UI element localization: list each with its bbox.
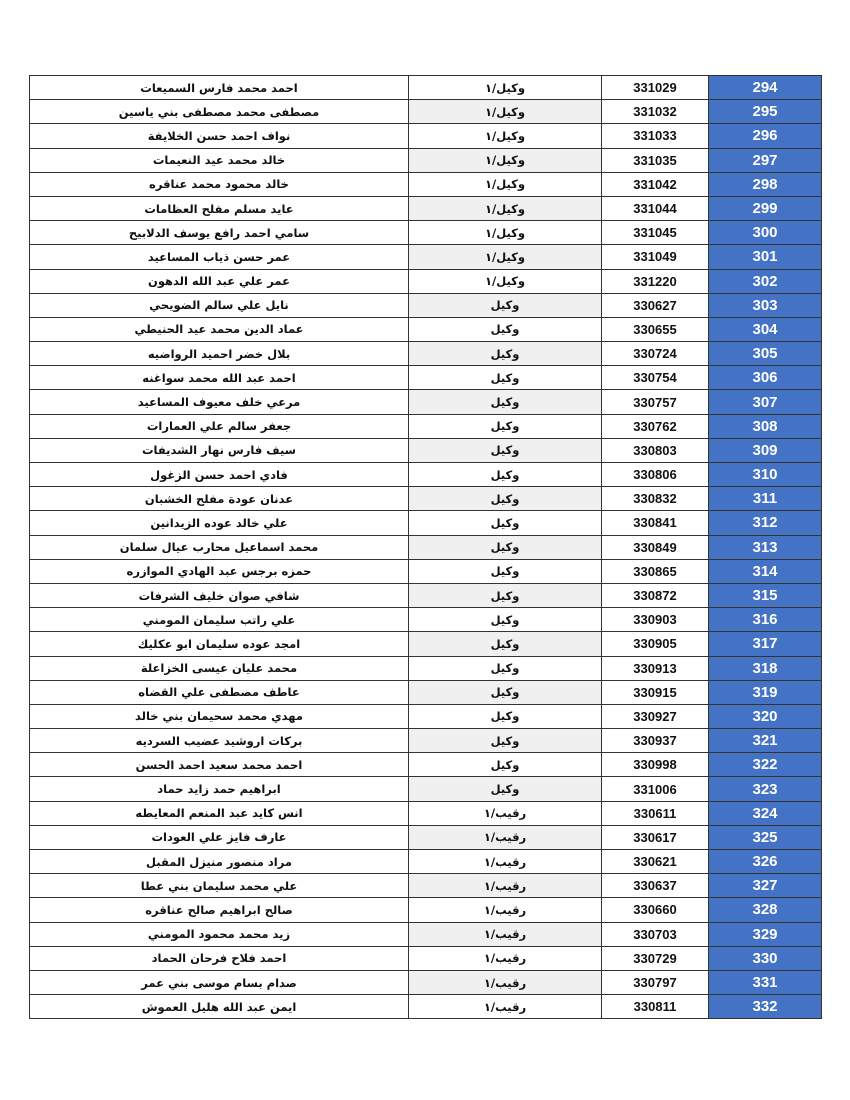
rank-cell: وكيل: [409, 390, 602, 414]
serial-number-cell: 323: [709, 777, 822, 801]
serial-number-cell: 329: [709, 922, 822, 946]
table-row: [30, 608, 822, 632]
name-cell: احمد محمد سعيد احمد الحسن: [30, 753, 409, 777]
rank-cell: وكيل/١: [409, 124, 602, 148]
id-cell: 330806: [602, 463, 709, 487]
serial-number-cell: 305: [709, 342, 822, 366]
serial-number-cell: 332: [709, 995, 822, 1019]
table-row: [30, 995, 822, 1019]
table-row: [30, 196, 822, 220]
serial-number-cell: 295: [709, 100, 822, 124]
id-cell: 330655: [602, 317, 709, 341]
table-row: [30, 874, 822, 898]
serial-number-cell: 297: [709, 148, 822, 172]
rank-cell: وكيل: [409, 438, 602, 462]
rank-cell: وكيل: [409, 487, 602, 511]
id-cell: 331220: [602, 269, 709, 293]
name-cell: شافي صوان خليف الشرفات: [30, 583, 409, 607]
name-cell: ابراهيم حمد زايد حماد: [30, 777, 409, 801]
name-cell: احمد عبد الله محمد سواغنه: [30, 366, 409, 390]
serial-number-cell: 302: [709, 269, 822, 293]
name-cell: مراد منصور منيزل المقبل: [30, 850, 409, 874]
table-row: [30, 970, 822, 994]
serial-number-cell: 330: [709, 946, 822, 970]
table-row: [30, 317, 822, 341]
serial-number-cell: 327: [709, 874, 822, 898]
name-cell: مرعي خلف معيوف المساعيد: [30, 390, 409, 414]
id-cell: 330865: [602, 559, 709, 583]
id-cell: 330903: [602, 608, 709, 632]
rank-cell: وكيل: [409, 608, 602, 632]
rank-cell: وكيل: [409, 342, 602, 366]
id-cell: 330754: [602, 366, 709, 390]
serial-number-cell: 310: [709, 463, 822, 487]
id-cell: 331035: [602, 148, 709, 172]
id-cell: 330729: [602, 946, 709, 970]
rank-cell: وكيل: [409, 632, 602, 656]
name-cell: حمزه برجس عبد الهادي الموازره: [30, 559, 409, 583]
serial-number-cell: 312: [709, 511, 822, 535]
id-cell: 331032: [602, 100, 709, 124]
table-row: [30, 342, 822, 366]
table-row: [30, 245, 822, 269]
name-cell: احمد فلاح فرحان الحماد: [30, 946, 409, 970]
rank-cell: رقيب/١: [409, 898, 602, 922]
serial-number-cell: 300: [709, 221, 822, 245]
name-cell: سيف فارس نهار الشديفات: [30, 438, 409, 462]
name-cell: مهدي محمد سحيمان بني خالد: [30, 704, 409, 728]
id-cell: 330998: [602, 753, 709, 777]
table-row: [30, 148, 822, 172]
rank-cell: رقيب/١: [409, 946, 602, 970]
id-cell: 330724: [602, 342, 709, 366]
id-cell: 331049: [602, 245, 709, 269]
id-cell: 330803: [602, 438, 709, 462]
name-cell: مصطفى محمد مصطفى بني ياسين: [30, 100, 409, 124]
serial-number-cell: 316: [709, 608, 822, 632]
serial-number-cell: 296: [709, 124, 822, 148]
rank-cell: وكيل/١: [409, 148, 602, 172]
rank-cell: وكيل: [409, 366, 602, 390]
name-cell: زيد محمد محمود المومني: [30, 922, 409, 946]
name-cell: امجد عوده سليمان ابو عكليك: [30, 632, 409, 656]
serial-number-cell: 304: [709, 317, 822, 341]
table-row: [30, 390, 822, 414]
table-row: [30, 922, 822, 946]
table-row: [30, 632, 822, 656]
table-row: [30, 680, 822, 704]
id-cell: 330637: [602, 874, 709, 898]
id-cell: 331029: [602, 76, 709, 100]
serial-number-cell: 328: [709, 898, 822, 922]
serial-number-cell: 307: [709, 390, 822, 414]
rank-cell: وكيل: [409, 777, 602, 801]
name-cell: علي راتب سليمان المومني: [30, 608, 409, 632]
name-cell: نايل علي سالم الضويحي: [30, 293, 409, 317]
name-cell: جعفر سالم علي العمارات: [30, 414, 409, 438]
id-cell: 331044: [602, 196, 709, 220]
table-row: [30, 898, 822, 922]
rank-cell: رقيب/١: [409, 970, 602, 994]
name-cell: صدام بسام موسى بني عمر: [30, 970, 409, 994]
id-cell: 330617: [602, 825, 709, 849]
table-row: [30, 704, 822, 728]
rank-cell: وكيل: [409, 317, 602, 341]
name-cell: علي خالد عوده الزيدانين: [30, 511, 409, 535]
serial-number-cell: 309: [709, 438, 822, 462]
name-cell: عايد مسلم مفلح العظامات: [30, 196, 409, 220]
serial-number-cell: 319: [709, 680, 822, 704]
serial-number-cell: 294: [709, 76, 822, 100]
id-cell: 330811: [602, 995, 709, 1019]
name-cell: محمد عليان عيسى الخزاعلة: [30, 656, 409, 680]
name-cell: انس كايد عبد المنعم المعايطه: [30, 801, 409, 825]
table-row: [30, 100, 822, 124]
id-cell: 331006: [602, 777, 709, 801]
id-cell: 331033: [602, 124, 709, 148]
serial-number-cell: 326: [709, 850, 822, 874]
serial-number-cell: 311: [709, 487, 822, 511]
rank-cell: وكيل/١: [409, 100, 602, 124]
name-cell: علي محمد سليمان بني عطا: [30, 874, 409, 898]
serial-number-cell: 313: [709, 535, 822, 559]
name-cell: محمد اسماعيل محارب عيال سلمان: [30, 535, 409, 559]
rank-cell: وكيل/١: [409, 196, 602, 220]
table-row: [30, 221, 822, 245]
id-cell: 330832: [602, 487, 709, 511]
table-row: [30, 269, 822, 293]
serial-number-cell: 317: [709, 632, 822, 656]
rank-cell: وكيل: [409, 293, 602, 317]
table-row: [30, 293, 822, 317]
rank-cell: وكيل/١: [409, 221, 602, 245]
rank-cell: وكيل: [409, 753, 602, 777]
rank-cell: وكيل: [409, 729, 602, 753]
serial-number-cell: 315: [709, 583, 822, 607]
serial-number-cell: 314: [709, 559, 822, 583]
id-cell: 330913: [602, 656, 709, 680]
serial-number-cell: 322: [709, 753, 822, 777]
table-row: [30, 487, 822, 511]
name-cell: صالح ابراهيم صالح عناقره: [30, 898, 409, 922]
rank-cell: وكيل: [409, 704, 602, 728]
rank-cell: وكيل: [409, 583, 602, 607]
rank-cell: وكيل/١: [409, 172, 602, 196]
name-cell: عمر حسن ذياب المساعيد: [30, 245, 409, 269]
name-cell: عدنان عودة مفلح الخشبان: [30, 487, 409, 511]
serial-number-cell: 308: [709, 414, 822, 438]
rank-cell: رقيب/١: [409, 995, 602, 1019]
rank-cell: وكيل: [409, 656, 602, 680]
name-cell: عمر علي عبد الله الدهون: [30, 269, 409, 293]
rank-cell: رقيب/١: [409, 874, 602, 898]
table-row: [30, 559, 822, 583]
rank-cell: رقيب/١: [409, 850, 602, 874]
id-cell: 330915: [602, 680, 709, 704]
serial-number-cell: 306: [709, 366, 822, 390]
table-row: [30, 463, 822, 487]
id-cell: 330703: [602, 922, 709, 946]
table-row: [30, 656, 822, 680]
rank-cell: وكيل: [409, 414, 602, 438]
id-cell: 330660: [602, 898, 709, 922]
id-cell: 331042: [602, 172, 709, 196]
name-cell: عارف فايز علي العودات: [30, 825, 409, 849]
rank-cell: وكيل: [409, 511, 602, 535]
id-cell: 330762: [602, 414, 709, 438]
serial-number-cell: 320: [709, 704, 822, 728]
rank-cell: رقيب/١: [409, 825, 602, 849]
serial-number-cell: 299: [709, 196, 822, 220]
id-cell: 330905: [602, 632, 709, 656]
id-cell: 330621: [602, 850, 709, 874]
table-row: [30, 729, 822, 753]
name-cell: بركات اروشيد عضيب السرديه: [30, 729, 409, 753]
rank-cell: رقيب/١: [409, 801, 602, 825]
rank-cell: وكيل/١: [409, 76, 602, 100]
table-row: [30, 366, 822, 390]
serial-number-cell: 303: [709, 293, 822, 317]
id-cell: 331045: [602, 221, 709, 245]
name-cell: ايمن عبد الله هليل العموش: [30, 995, 409, 1019]
table-row: [30, 946, 822, 970]
serial-number-cell: 298: [709, 172, 822, 196]
table-row: [30, 801, 822, 825]
table-row: [30, 124, 822, 148]
name-cell: خالد محمد عيد النعيمات: [30, 148, 409, 172]
table-row: [30, 76, 822, 100]
name-cell: خالد محمود محمد عناقره: [30, 172, 409, 196]
rank-cell: وكيل: [409, 535, 602, 559]
table-row: [30, 753, 822, 777]
rank-cell: وكيل: [409, 463, 602, 487]
table-row: [30, 535, 822, 559]
name-cell: نواف احمد حسن الخلايفة: [30, 124, 409, 148]
name-cell: سامي احمد رافع يوسف الدلابيح: [30, 221, 409, 245]
table-row: [30, 511, 822, 535]
table-row: [30, 825, 822, 849]
id-cell: 330927: [602, 704, 709, 728]
serial-number-cell: 318: [709, 656, 822, 680]
name-cell: فادي احمد حسن الزغول: [30, 463, 409, 487]
name-cell: بلال خضر احميد الرواضيه: [30, 342, 409, 366]
rank-cell: وكيل: [409, 680, 602, 704]
id-cell: 330841: [602, 511, 709, 535]
id-cell: 330872: [602, 583, 709, 607]
rank-cell: وكيل/١: [409, 269, 602, 293]
rank-cell: وكيل/١: [409, 245, 602, 269]
name-cell: عاطف مصطفى علي القضاه: [30, 680, 409, 704]
serial-number-cell: 301: [709, 245, 822, 269]
table-row: [30, 777, 822, 801]
id-cell: 330937: [602, 729, 709, 753]
id-cell: 330627: [602, 293, 709, 317]
rank-cell: وكيل: [409, 559, 602, 583]
table-row: [30, 850, 822, 874]
rank-cell: رقيب/١: [409, 922, 602, 946]
name-cell: احمد محمد فارس السميعات: [30, 76, 409, 100]
personnel-table: [29, 75, 822, 1019]
id-cell: 330849: [602, 535, 709, 559]
serial-number-cell: 325: [709, 825, 822, 849]
table-row: [30, 583, 822, 607]
serial-number-cell: 331: [709, 970, 822, 994]
name-cell: عماد الدين محمد عيد الحنيطي: [30, 317, 409, 341]
serial-number-cell: 321: [709, 729, 822, 753]
table-row: [30, 172, 822, 196]
table-body: [30, 76, 822, 1019]
table-row: [30, 438, 822, 462]
serial-number-cell: 324: [709, 801, 822, 825]
id-cell: 330757: [602, 390, 709, 414]
id-cell: 330611: [602, 801, 709, 825]
id-cell: 330797: [602, 970, 709, 994]
table-row: [30, 414, 822, 438]
